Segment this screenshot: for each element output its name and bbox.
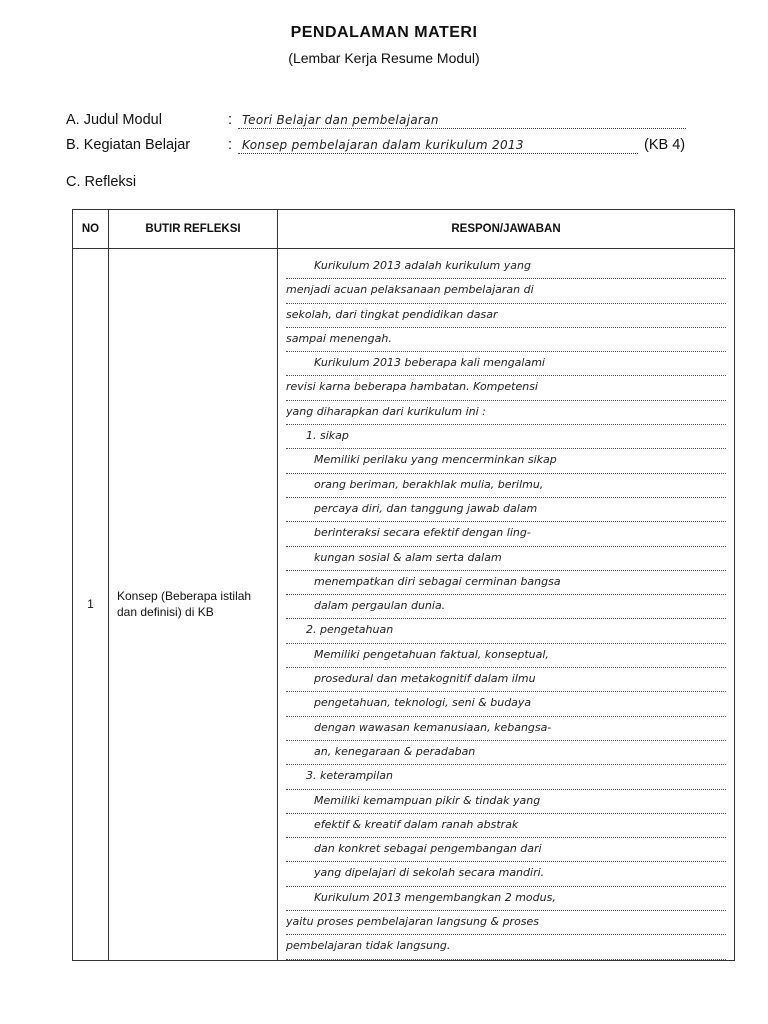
handwritten-response bbox=[278, 249, 734, 960]
response-line: Kurikulum 2013 beberapa kali mengalami bbox=[286, 352, 726, 376]
response-line: 1. sikap bbox=[286, 425, 726, 449]
response-line: Memiliki pengetahuan faktual, konseptual, bbox=[286, 644, 726, 668]
page-title: PENDALAMAN MATERI bbox=[290, 24, 478, 41]
header-respon-jawaban: RESPON/JAWABAN bbox=[278, 210, 735, 249]
response-line: Memiliki perilaku yang mencerminkan sikap bbox=[286, 449, 726, 473]
response-line: sekolah, dari tingkat pendidikan dasar bbox=[286, 304, 726, 328]
response-line: orang beriman, berakhlak mulia, berilmu, bbox=[286, 474, 726, 498]
judul-modul-value[interactable]: Teori Belajar dan pembelajaran bbox=[238, 113, 686, 129]
header-no: NO bbox=[73, 210, 109, 249]
response-line: Kurikulum 2013 mengembangkan 2 modus, bbox=[286, 887, 726, 911]
row-number: 1 bbox=[73, 249, 109, 961]
response-line: yang diharapkan dari kurikulum ini : bbox=[286, 401, 726, 425]
judul-modul-label: A. Judul Modul bbox=[66, 112, 162, 128]
response-line: yang dipelajari di sekolah secara mandiri. bbox=[286, 862, 726, 886]
field-judul-modul bbox=[66, 112, 686, 129]
table-row bbox=[73, 249, 735, 961]
response-line: dengan wawasan kemanusiaan, kebangsa- bbox=[286, 717, 726, 741]
response-line: pengetahuan, teknologi, seni & budaya bbox=[286, 692, 726, 716]
field-kegiatan-belajar bbox=[66, 137, 685, 154]
response-line: revisi karna beberapa hambatan. Kompetensi bbox=[286, 376, 726, 400]
response-line: dalam pergaulan dunia. bbox=[286, 595, 726, 619]
response-line: menempatkan diri sebagai cerminan bangsa bbox=[286, 571, 726, 595]
response-line: menjadi acuan pelaksanaan pembelajaran di bbox=[286, 279, 726, 303]
header-butir-refleksi: BUTIR REFLEKSI bbox=[109, 210, 278, 249]
colon: : bbox=[228, 112, 233, 128]
butir-refleksi-cell: Konsep (Beberapa istilah dan definisi) di KB bbox=[109, 249, 278, 961]
refleksi-heading: C. Refleksi bbox=[66, 174, 137, 190]
response-line: berinteraksi secara efektif dengan ling- bbox=[286, 522, 726, 546]
response-line: prosedural dan metakognitif dalam ilmu bbox=[286, 668, 726, 692]
response-line: an, kenegaraan & peradaban bbox=[286, 741, 726, 765]
kegiatan-belajar-value[interactable]: Konsep pembelajaran dalam kurikulum 2013 bbox=[238, 138, 638, 154]
table-header-row bbox=[73, 210, 735, 249]
response-line: kungan sosial & alam serta dalam bbox=[286, 547, 726, 571]
response-line: 2. pengetahuan bbox=[286, 619, 726, 643]
colon: : bbox=[228, 137, 233, 153]
response-line: dan konkret sebagai pengembangan dari bbox=[286, 838, 726, 862]
response-line: percaya diri, dan tanggung jawab dalam bbox=[286, 498, 726, 522]
response-line: pembelajaran tidak langsung. bbox=[286, 935, 726, 959]
response-line: efektif & kreatif dalam ranah abstrak bbox=[286, 814, 726, 838]
response-line: Kurikulum 2013 adalah kurikulum yang bbox=[286, 255, 726, 279]
respon-cell[interactable] bbox=[278, 249, 735, 961]
refleksi-table bbox=[72, 209, 735, 961]
response-line: sampai menengah. bbox=[286, 328, 726, 352]
kegiatan-belajar-kb: (KB 4) bbox=[644, 137, 686, 153]
response-line: Memiliki kemampuan pikir & tindak yang bbox=[286, 790, 726, 814]
response-line: yaitu proses pembelajaran langsung & proses bbox=[286, 911, 726, 935]
response-line: 3. keterampilan bbox=[286, 765, 726, 789]
page-subtitle: (Lembar Kerja Resume Modul) bbox=[288, 50, 480, 66]
kegiatan-belajar-label: B. Kegiatan Belajar bbox=[66, 137, 191, 153]
